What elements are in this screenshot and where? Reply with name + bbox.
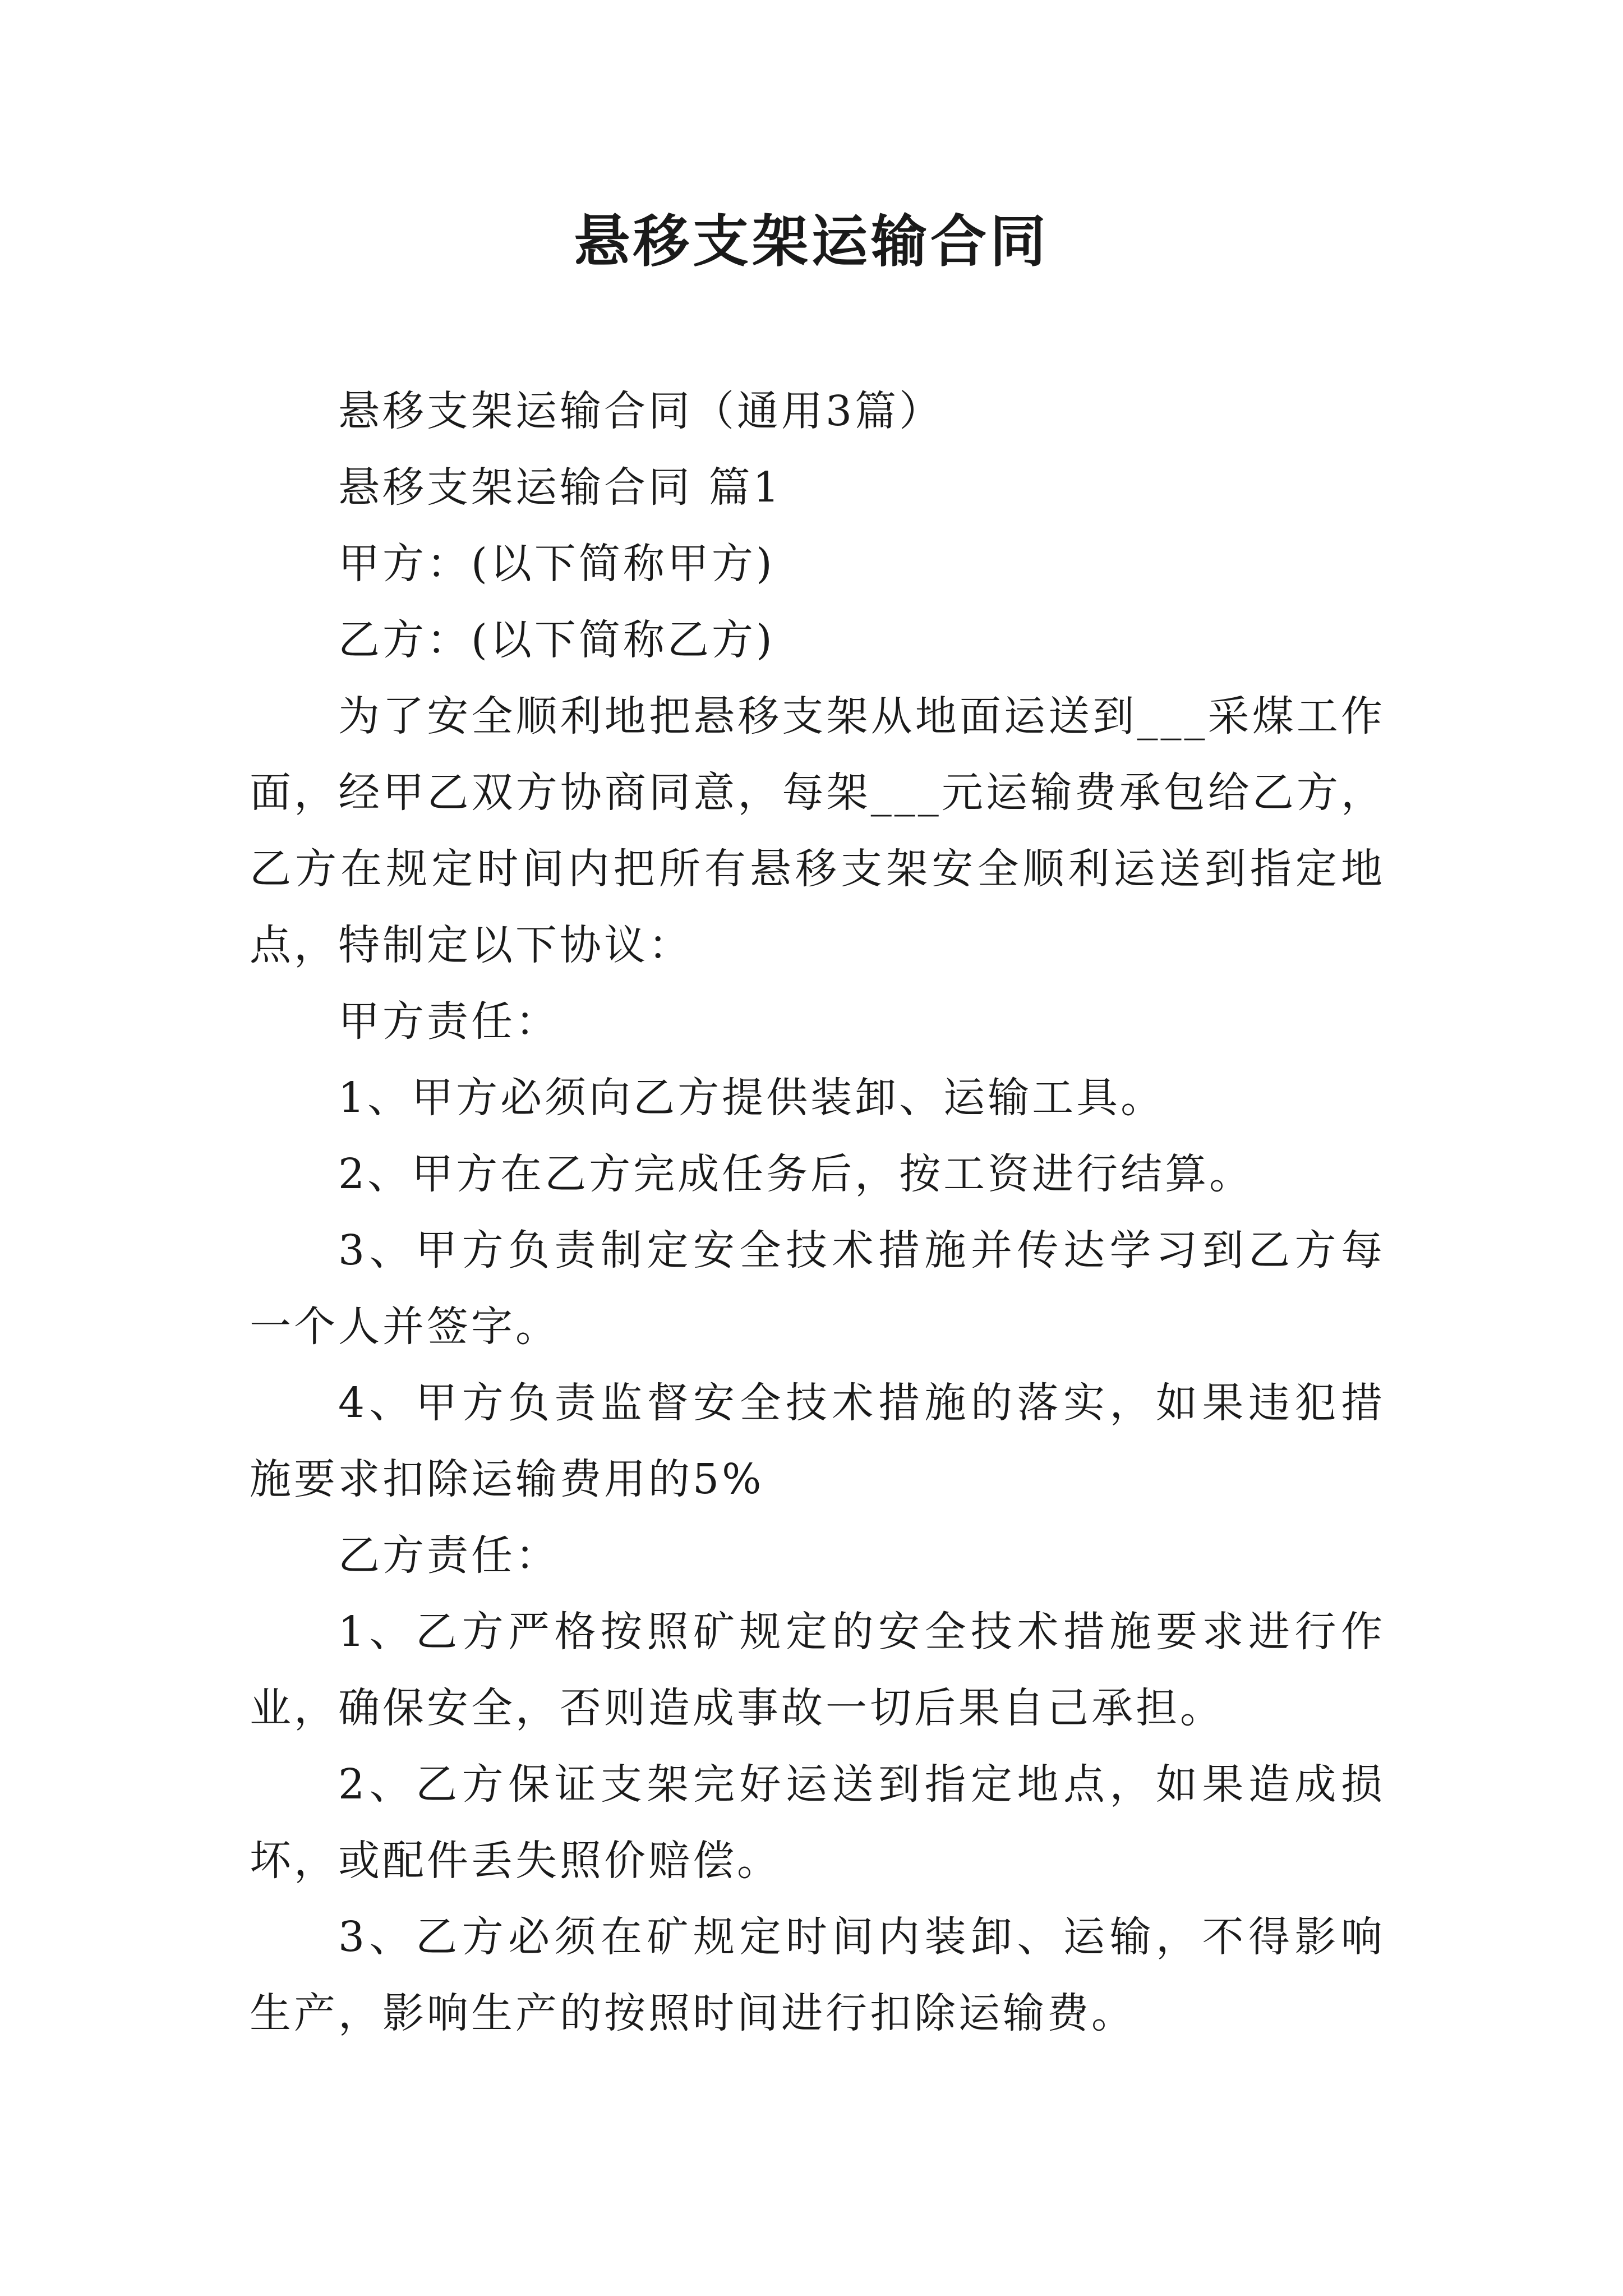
paragraph-party-b-duty-1: 1、乙方严格按照矿规定的安全技术措施要求进行作业，确保安全，否则造成事故一切后果自己承担。 bbox=[250, 1608, 1385, 1732]
paragraph-party-b-duties-heading: 乙方责任： bbox=[338, 1531, 560, 1580]
paragraph-party-a-duty-1: 1、甲方必须向乙方提供装卸、运输工具。 bbox=[338, 1074, 1165, 1122]
paragraph-subtitle: 悬移支架运输合同（通用3篇） bbox=[338, 387, 944, 435]
paragraph-section-heading: 悬移支架运输合同 篇1 bbox=[338, 463, 782, 512]
paragraph-party-a-duty-2: 2、甲方在乙方完成任务后，按工资进行结算。 bbox=[338, 1150, 1254, 1198]
paragraph-party-b-duty-2: 2、乙方保证支架完好运送到指定地点，如果造成损坏，或配件丢失照价赔偿。 bbox=[250, 1760, 1385, 1885]
document-body bbox=[250, 373, 1385, 2051]
paragraph-party-a: 甲方：(以下简称甲方) bbox=[338, 540, 775, 588]
paragraph-party-b: 乙方：(以下简称乙方) bbox=[338, 616, 775, 664]
paragraph-party-a-duties-heading: 甲方责任： bbox=[338, 997, 560, 1046]
paragraph-party-b-duty-3: 3、乙方必须在矿规定时间内装卸、运输，不得影响生产，影响生产的按照时间进行扣除运输费。 bbox=[250, 1913, 1385, 2037]
paragraph-party-a-duty-4: 4、甲方负责监督安全技术措施的落实，如果违犯措施要求扣除运输费用的5% bbox=[250, 1379, 1385, 1503]
document-title: 悬移支架运输合同 bbox=[574, 208, 1049, 274]
paragraph-preamble: 为了安全顺利地把悬移支架从地面运送到___采煤工作面，经甲乙双方协商同意，每架___元运输费承包给乙方，乙方在规定时间内把所有悬移支架安全顺利运送到指定地点，特制定以下协议： bbox=[250, 692, 1385, 969]
paragraph-party-a-duty-3: 3、甲方负责制定安全技术措施并传达学习到乙方每一个人并签字。 bbox=[250, 1226, 1385, 1351]
